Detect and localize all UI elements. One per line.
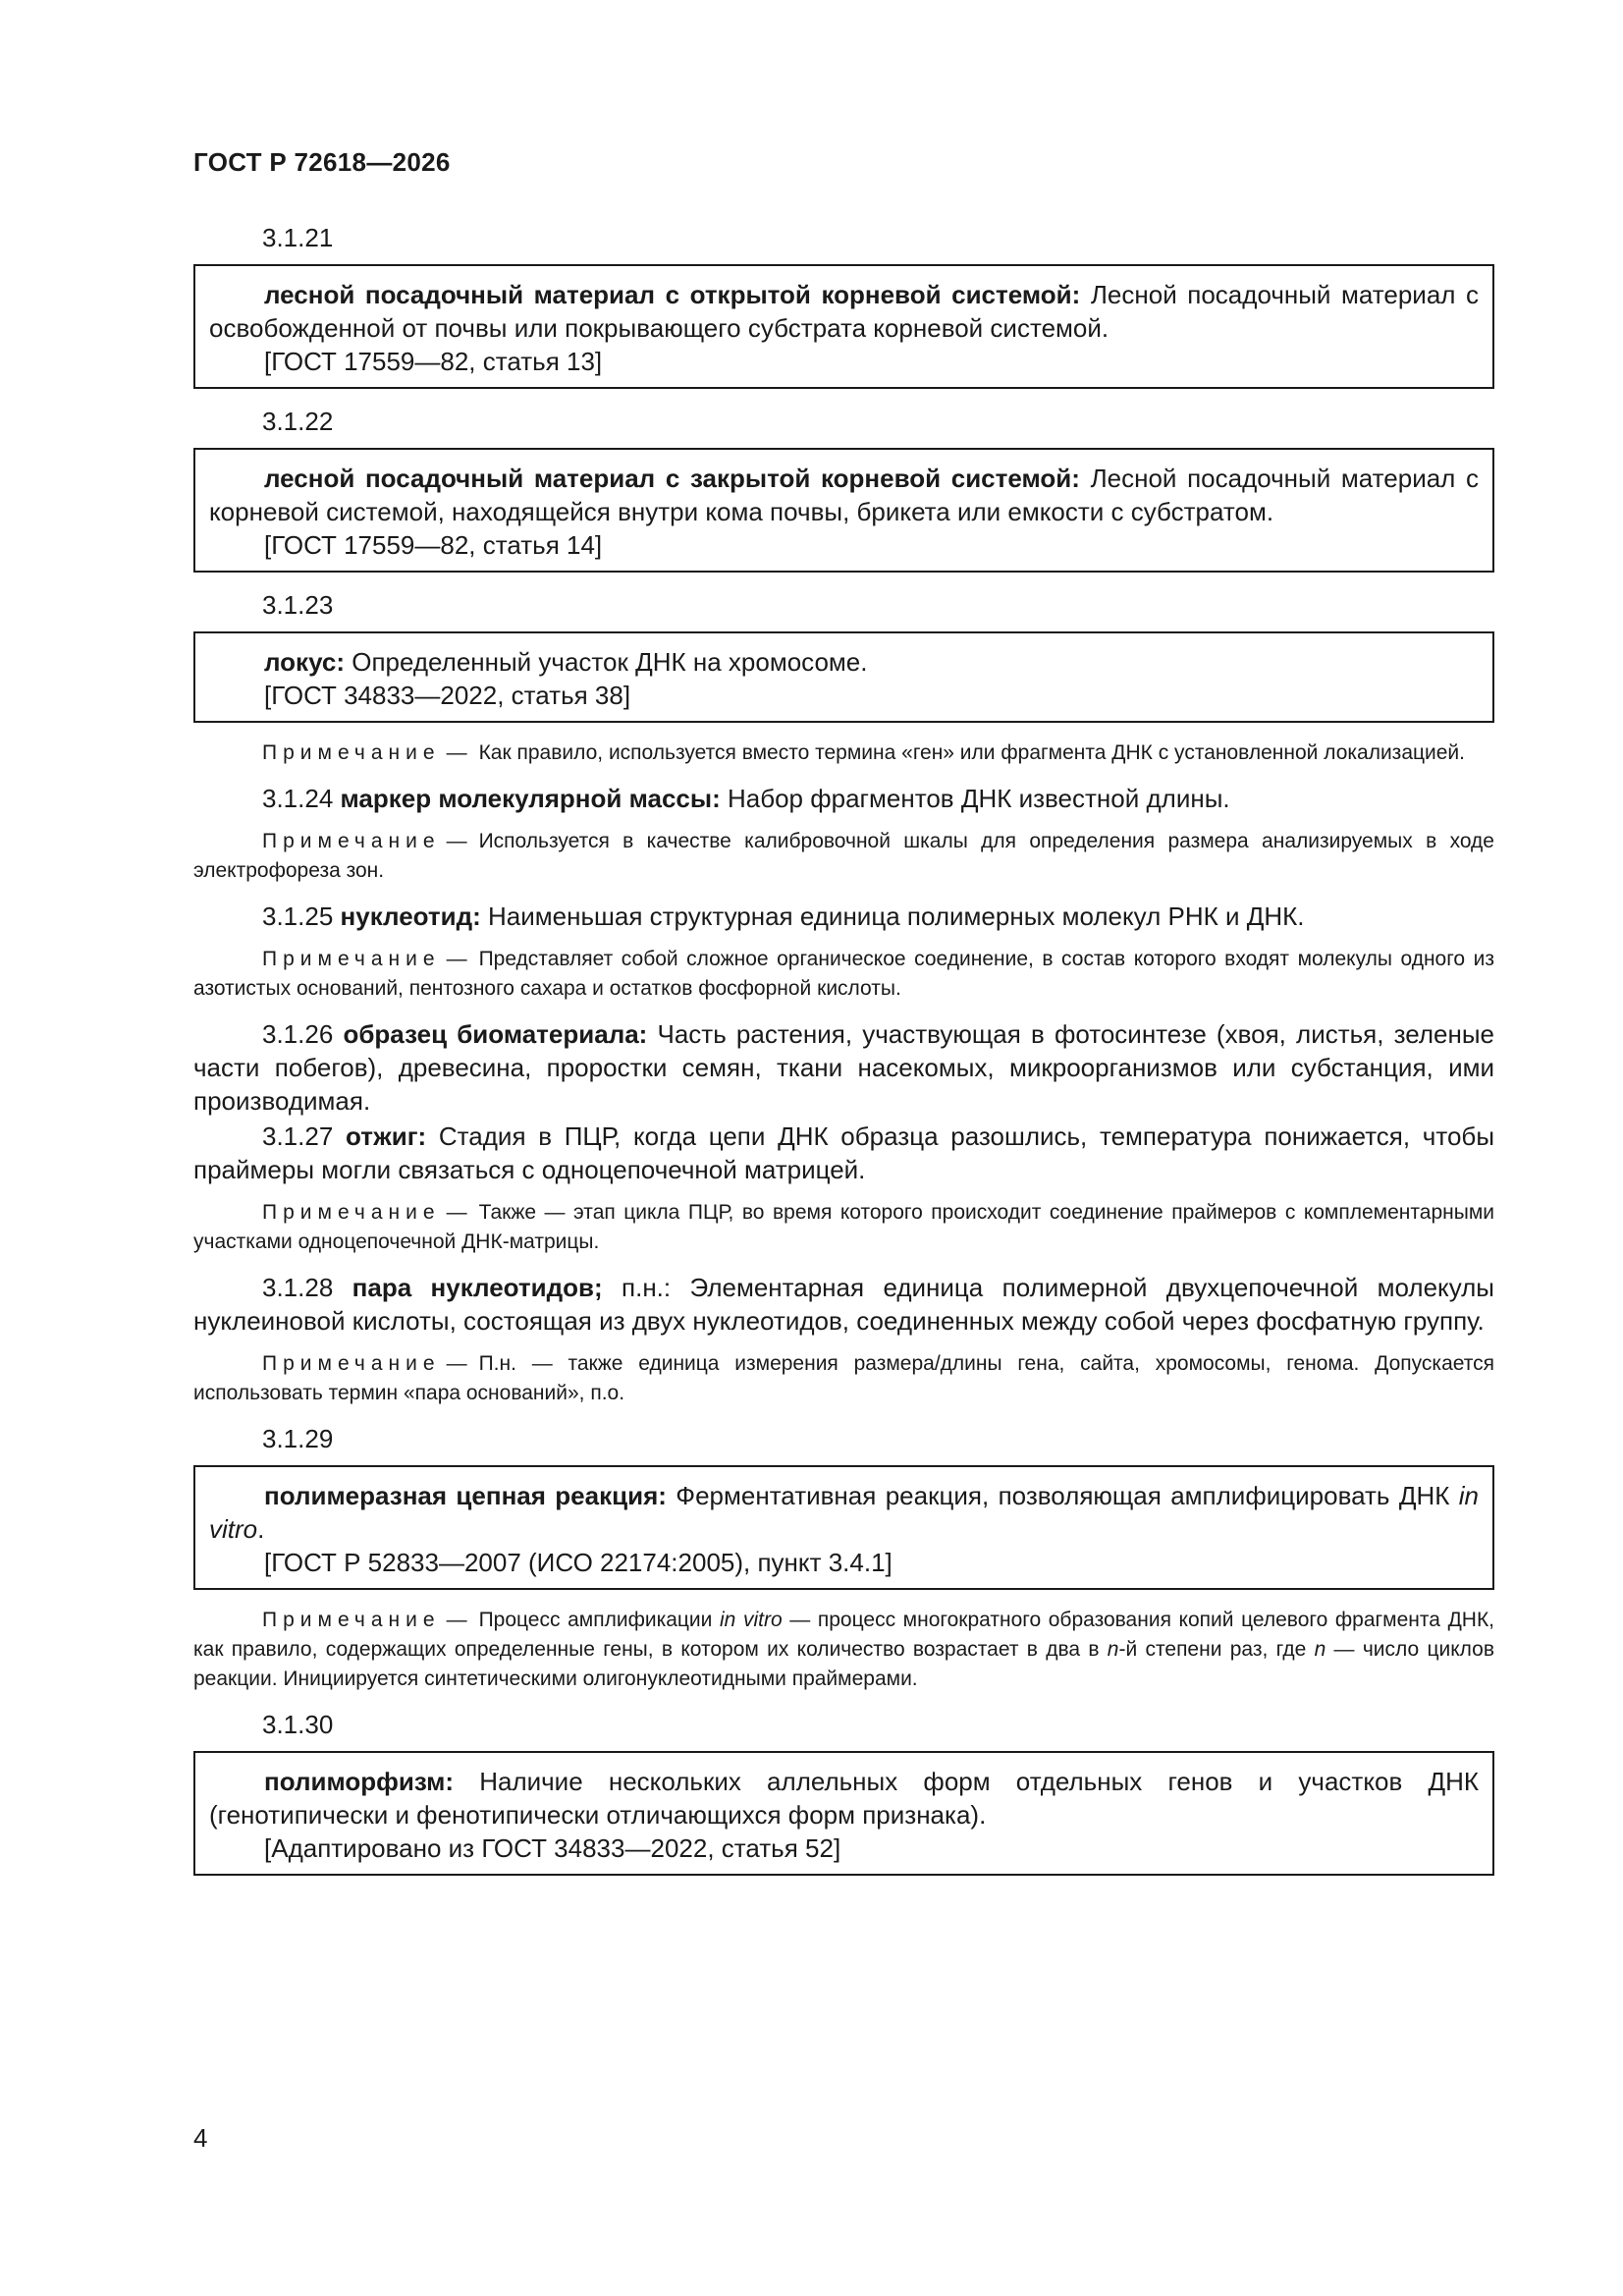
term-text: п.н.: Элементарная единица полимерной двухцепочечной молекулы нуклеиновой кислоты, состоящая из двух нуклеотидов, соединенных между собой через фосфатную группу. [193,1273,1494,1336]
term-name: полиморфизм: [264,1767,454,1796]
note-label: Примечание [262,1609,441,1631]
term-paragraph [193,782,1494,815]
term-definition [209,1765,1479,1831]
term-text: Наличие нескольких аллельных форм отдельных генов и участков ДНК (генотипически и фенотипически отличающихся форм признака). [209,1767,1479,1830]
term-box [193,631,1494,723]
term-name: полимеразная цепная реакция: [264,1481,667,1510]
note-dash: — [446,1352,467,1375]
term-text: Часть растения, участвующая в фотосинтезе (хвоя, листья, зеленые части побегов), древесина, проростки семян, ткани насекомых, микроорганизмов или субстанция, ими производимая. [193,1019,1495,1116]
entry-number: 3.1.26 [262,1019,334,1049]
note-label: Примечание [262,948,441,970]
term-name: образец биоматериала: [343,1019,648,1049]
note-text: Процесс амплификации [478,1609,721,1631]
entry-number: 3.1.28 [262,1273,334,1302]
note [193,1606,1494,1694]
term-text: Набор фрагментов ДНК известной длины. [720,784,1230,813]
term-box [193,1751,1494,1876]
note-text: Также — этап цикла ПЦР, во время которого происходит соединение праймеров с комплементарными участками одноцепочечной ДНК-матрицы. [193,1201,1494,1253]
note-text: П.н. — также единица измерения размера/длины гена, сайта, хромосомы, генома. Допускается использовать термин «пара оснований», п.о. [193,1352,1494,1404]
term-box [193,264,1494,389]
term-paragraph [193,1271,1494,1338]
term-source: [ГОСТ 17559—82, статья 14] [264,530,603,560]
note-text: Как правило, используется вместо термина «ген» или фрагмента ДНК с установленной локализацией. [478,741,1465,764]
term-name: лесной посадочный материал с открытой корневой системой: [264,280,1081,309]
note-text: Представляет собой сложное органическое соединение, в состав которого входят молекулы одного из азотистых оснований, пентозного сахара и остатков фосфорной кислоты. [193,948,1494,1000]
document-body [193,221,1494,1891]
note-label: Примечание [262,1201,441,1224]
term-paragraph [193,1120,1494,1186]
entry-number: 3.1.21 [262,223,334,252]
term-text: Стадия в ПЦР, когда цепи ДНК образца разошлись, температура понижается, чтобы праймеры могли связаться с одноцепочечной матрицей. [193,1121,1495,1184]
note [193,827,1494,886]
note [193,1349,1494,1408]
note-text: -й степени раз, где [1118,1638,1315,1661]
term-source: [ГОСТ 34833—2022, статья 38] [264,681,631,710]
note-text: Используется в качестве калибровочной шкалы для определения размера анализируемых в ходе электрофореза зон. [193,830,1494,882]
term-text: Ферментативная реакция, позволяющая амплифицировать ДНК [666,1481,1459,1510]
term-name: лесной посадочный материал с закрытой корневой системой: [264,464,1080,493]
term-text: . [257,1514,265,1544]
note-text-italic: n [1314,1638,1326,1661]
entry-number: 3.1.25 [262,902,334,931]
term-source: [ГОСТ Р 52833—2007 (ИСО 22174:2005), пункт 3.4.1] [264,1548,893,1577]
note [193,945,1494,1004]
term-text: Лесной посадочный материал с освобожденной от почвы или покрывающего субстрата корневой системой. [209,280,1480,343]
term-text-italic: in vitro [209,1481,1479,1544]
term-box [193,448,1494,573]
term-name: локус: [264,647,345,677]
note-text-italic: n [1107,1638,1119,1661]
term-source: [Адаптировано из ГОСТ 34833—2022, статья 52] [264,1833,841,1863]
term-definition [209,278,1479,345]
term-definition [209,462,1479,528]
term-text: Наименьшая структурная единица полимерных молекул РНК и ДНК. [480,902,1305,931]
term-paragraph [193,900,1494,933]
note-dash: — [446,948,467,970]
note-dash: — [446,1609,467,1631]
note-dash: — [446,741,467,764]
term-name: пара нуклеотидов; [352,1273,603,1302]
entry-number: 3.1.29 [262,1424,334,1453]
note [193,1198,1494,1257]
entry-number: 3.1.30 [262,1710,334,1739]
term-box [193,1465,1494,1590]
term-text: Лесной посадочный материал с корневой системой, находящейся внутри кома почвы, брикета или емкости с субстратом. [209,464,1479,526]
entry-number: 3.1.27 [262,1121,334,1151]
term-source: [ГОСТ 17559—82, статья 13] [264,347,603,376]
entry-number: 3.1.24 [262,784,334,813]
note-label: Примечание [262,830,441,852]
note-text-italic: in vitro [720,1609,783,1631]
note-text: — процесс многократного образования копий целевого фрагмента ДНК, как правило, содержащих определенные гены, в котором их количество возрастает в два в [193,1609,1495,1661]
note-dash: — [446,1201,467,1224]
note-dash: — [446,830,467,852]
entry-number: 3.1.22 [262,407,334,436]
term-definition [209,645,1479,679]
document-header: ГОСТ Р 72618—2026 [193,147,451,177]
page-number: 4 [193,2123,208,2153]
entry-number: 3.1.23 [262,590,334,620]
term-text: Определенный участок ДНК на хромосоме. [345,647,868,677]
term-name: нуклеотид: [340,902,481,931]
note-label: Примечание [262,1352,441,1375]
term-name: маркер молекулярной массы: [340,784,721,813]
term-definition [209,1479,1479,1546]
term-name: отжиг: [346,1121,427,1151]
note-text: — число циклов реакции. Инициируется синтетическими олигонуклеотидными праймерами. [193,1638,1494,1690]
note [193,738,1494,768]
note-label: Примечание [262,741,441,764]
term-paragraph [193,1017,1494,1118]
